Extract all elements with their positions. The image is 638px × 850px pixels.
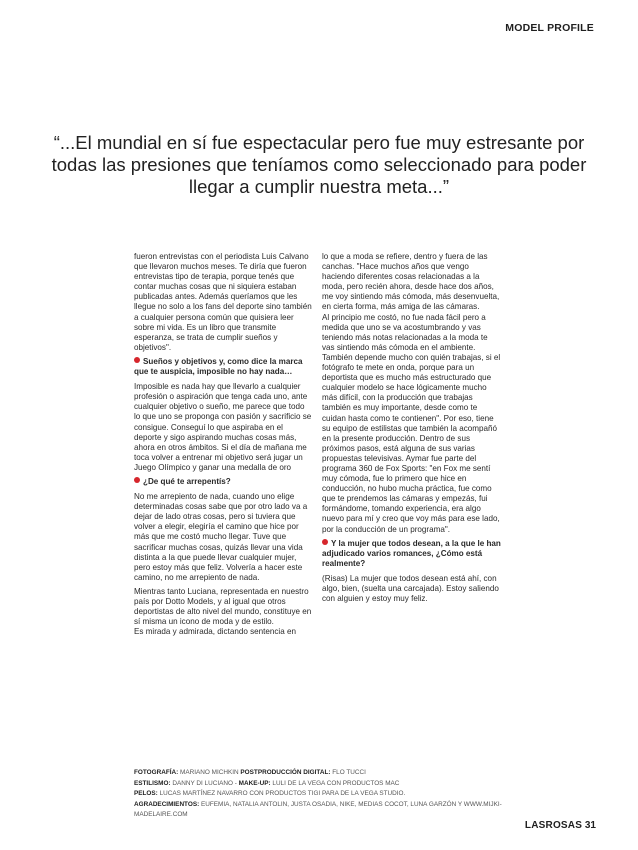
credit-label: FOTOGRAFÍA: [134,769,179,776]
interview-question [134,477,312,487]
interview-question [322,539,502,569]
credit-value: MARIANO MICHKIN [180,769,239,776]
magazine-name: LASROSAS [524,820,583,831]
page-number: 31 [584,820,596,831]
credit-value: DANNY DI LUCIANO [172,779,233,787]
page-footer [525,820,596,831]
credit-line [134,800,554,821]
credit-line [134,768,554,779]
credit-value: FLO TUCCI [332,769,366,776]
paragraph: (Risas) La mujer que todos desean está ahí, con algo, bien, (suelta una carcajada). Estoy saliendo con alguien y estoy muy feliz. [322,573,499,604]
credit-line [134,789,554,800]
credit-label: MAKE-UP: [238,779,271,787]
paragraph: Es mirada y admirada, dictando sentencia en [134,627,296,637]
paragraph: fueron entrevistas con el periodista Luis Calvano que llevaron muchos meses. Te diría que fueron entrevistas tipo de terapia, porque tenés que contar muchas cosas que ni siquiera estaban publicadas antes. Además queríamos que les llegue no solo a los fans del deporte sino también a cualquier persona común que quisiera leer sobre mi vida. Es un libro que transmite esperanza, se trata de cumplir sueños y objetivos". [134,252,312,352]
paragraph: No me arrepiento de nada, cuando uno elige determinadas cosas sabe que por otro lado va a dejar de lado otras cosas, pero si tuviera que volver a elegir, elegiría el camino que hice por más que me costó mucho llegar. Tuve que sacrificar muchas cosas, quizás llevar una vida distinta a la que puede llevar cualquier mujer, pero estoy más que feliz. Volvería a hacer este camino, no me arrepiento de nada. [134,492,308,582]
paragraph: lo que a moda se refiere, dentro y fuera de las canchas. "Hace muchos años que vengo haciendo diferentes cosas relacionadas a la moda, pero recién ahora, desde hace dos años, me voy sintiendo más cómoda, más desenvuelta, en cierta forma, más amiga de las cámaras. [322,252,500,312]
paragraph: Imposible es nada hay que llevarlo a cualquier profesión o aspiración que tenga cada uno, ante cualquier objetivo o sueño, me parece que todo lo que uno se proponga con pasión y sacrificio se consigue. Conseguí lo que aspiraba en el deporte y sigo aspirando muchas cosas más, ahora en otros ámbitos. Si el día de mañana me toca volver a entrenar mi objetivo será jugar un Juego Olímpico y ganar una medalla de oro [134,382,312,472]
photo-credits [134,768,554,821]
credit-label: POSTPRODUCCIÓN DIGITAL: [240,769,331,776]
right-column [322,252,502,608]
paragraph: Al principio me costó, no fue nada fácil pero a medida que uno se va acostumbrando y vas teniendo más notas relacionadas a la moda te vas sintiendo más cómoda en el ambiente. También depende mucho con quién trabajas, si el fotógrafo te mete en onda, porque para un deportista que es mucho más estructurado que cualquier modelo se hace lógicamente mucho más difícil, con la producción que trabajas también es muy importante, desde como te cuidan hasta como te contienen". Por eso, tiene su equipo de estilistas que también la acompañó en la presente producción. Dentro de sus próximos pasos, está alguna de sus varias propuestas televisivas. Aymar fue parte del programa 360 de Fox Sports: "en Fox me sentí muy cómoda, fue lo primero que hice en conducción, no hubo mucha práctica, fue como que te prendemos las cámaras y empezás, fui formándome, tomando experiencia, era algo nuevo para mí y creo que voy más para ese lado, por la conducción de un programa". [322,312,501,534]
section-label: MODEL PROFILE [505,22,594,34]
paragraph: Mientras tanto Luciana, representada en nuestro país por Dotto Models, y al igual que otros deportistas de alto nivel del mundo, constituye en sí misma un icono de moda y de estilo. [134,586,312,627]
question-text: Y la mujer que todos desean, a la que le han adjudicado varios romances, ¿Cómo está realmente? [322,538,501,568]
question-text: ¿De qué te arrepentís? [143,476,231,486]
credit-line: ESTILISMO: DANNY DI LUCIANO - MAKE-UP: LULI DE LA VEGA CON PRODUCTOS MAC [134,779,400,787]
credit-value: LULI DE LA VEGA CON PRODUCTOS MAC [272,779,400,787]
credit-label: ESTILISMO: [134,779,171,787]
credit-label: PELOS: [134,790,158,797]
red-bullet-icon [134,477,140,483]
pull-quote: “...El mundial en sí fue espectacular pero fue muy estresante por todas las presiones que teníamos como seleccionado para poder llegar a cumplir nuestra meta...” [51,132,587,197]
credit-label: AGRADECIMIENTOS: [134,800,200,808]
credit-value: EUFEMIA, NATALIA ANTOLIN, JUSTA OSADIA, NIKE, MEDIAS COCOT, LUNA GARZÓN Y WWW.MIJKI-MADELAIRE.COM [134,800,502,818]
credit-value: LUCAS MARTÍNEZ NAVARRO CON PRODUCTOS TIGI PARA DE LA VEGA STUDIO. [159,790,406,797]
left-column [134,252,312,641]
red-bullet-icon [134,357,140,363]
red-bullet-icon [322,539,328,545]
interview-question [134,357,312,377]
question-text: Sueños y objetivos y, como dice la marca que te auspicia, imposible no hay nada… [134,356,303,377]
